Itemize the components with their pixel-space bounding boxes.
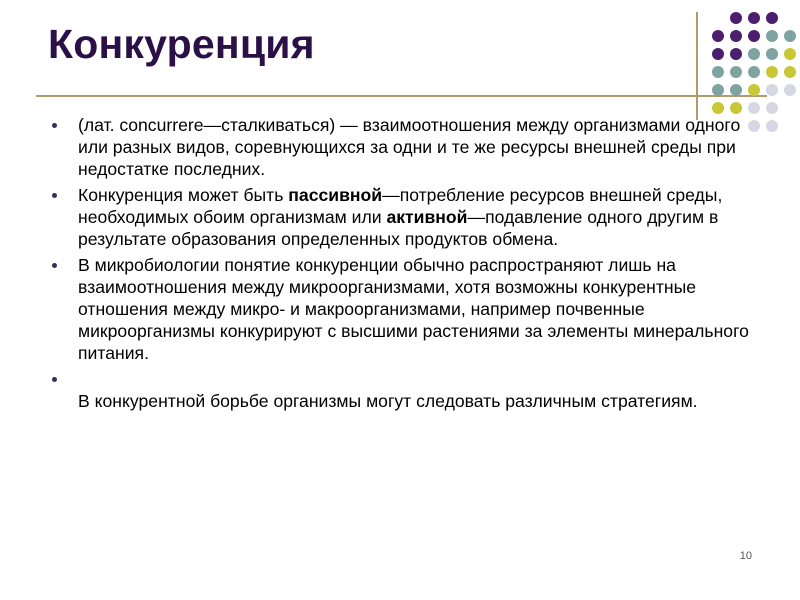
decorative-dot [766, 30, 778, 42]
decorative-dot [748, 102, 760, 114]
bullet-text: В конкурентной борьбе организмы могут следовать различным стратегиям. [78, 391, 698, 411]
decorative-dot [784, 84, 796, 96]
decorative-dot [730, 12, 742, 24]
bullet-item-3 [52, 254, 752, 364]
bullet-text: (лат. concurrere—сталкиваться) — взаимоотношения между организмами одного или разных видов, соревнующихся за одни и те же ресурсы внешней среды при недостатке последних. [78, 115, 741, 179]
decorative-dot [766, 84, 778, 96]
decorative-dot [748, 66, 760, 78]
decorative-dot [766, 120, 778, 132]
bullet-item-2 [52, 184, 752, 250]
decorative-dot [730, 30, 742, 42]
decorative-dot [766, 48, 778, 60]
decorative-dot [712, 102, 724, 114]
decorative-dot [730, 48, 742, 60]
decorative-dot [784, 48, 796, 60]
bullet-icon [52, 263, 57, 268]
decorative-dot [712, 48, 724, 60]
bullet-icon [52, 123, 57, 128]
decorative-dot [748, 48, 760, 60]
bullet-item-1 [52, 114, 752, 180]
decorative-dot [766, 102, 778, 114]
decorative-dot [748, 12, 760, 24]
bullet-item-empty [52, 368, 752, 390]
bullet-bold-term: пассивной [288, 185, 383, 205]
slide-title: Конкуренция [48, 21, 315, 67]
decorative-dot [766, 12, 778, 24]
decorative-dot [730, 102, 742, 114]
decorative-dot [748, 30, 760, 42]
bullet-text-part: —подавление одного другим в результате образования определенных продуктов обмена. [78, 207, 719, 249]
horizontal-rule [36, 95, 767, 97]
decorative-dot [730, 66, 742, 78]
bullet-text: В микробиологии понятие конкуренции обычно распространяют лишь на взаимоотношения между микроорганизмами, хотя возможны конкурентные отношения между микро- и макроорганизмами, например почвенные микроорганизмы конкурируют с высшими растениями за элементы минерального питания. [78, 255, 749, 363]
bullet-item-5 [52, 390, 752, 412]
page-number: 10 [739, 550, 752, 562]
decorative-dot [766, 66, 778, 78]
decorative-dot [712, 30, 724, 42]
decorative-dot [784, 66, 796, 78]
bullet-text-part: —потребление ресурсов внешней среды, необходимых обоим организмам или [78, 185, 723, 227]
vertical-rule [696, 12, 698, 120]
bullet-icon [52, 193, 57, 198]
decorative-dot [784, 30, 796, 42]
decorative-dot [712, 84, 724, 96]
bullet-bold-term: активной [386, 207, 468, 227]
bullet-icon [52, 377, 57, 382]
decorative-dot [730, 84, 742, 96]
decorative-dot [748, 84, 760, 96]
bullet-list [52, 114, 752, 416]
bullet-text-part: Конкуренция может быть [78, 185, 289, 205]
decorative-dot [712, 66, 724, 78]
